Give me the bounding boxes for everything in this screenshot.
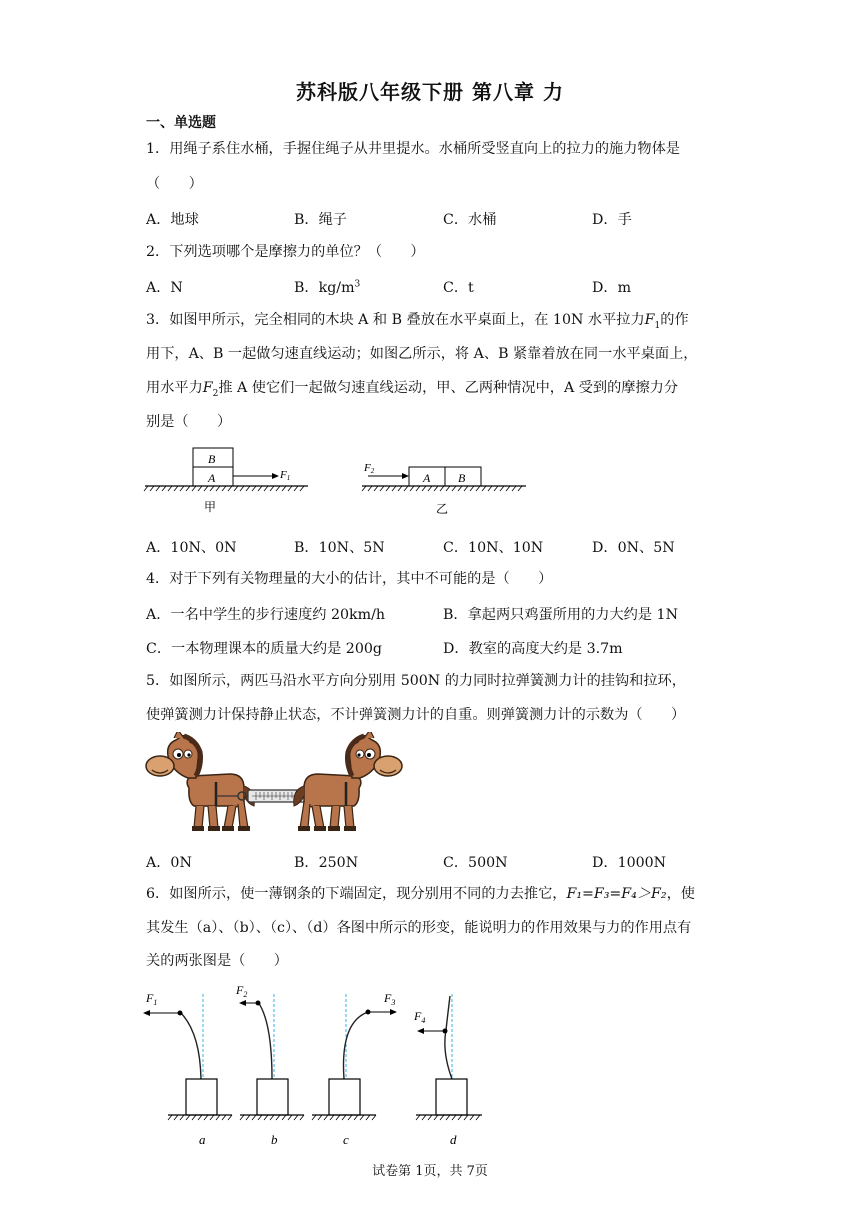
q3-stem-3b: 推 A 使它们一起做匀速直线运动，甲、乙两种情况中，A 受到的摩擦力分 — [218, 380, 679, 396]
q4-option-b: B．拿起两只鸡蛋所用的力大约是 1N — [443, 607, 679, 623]
right-horse — [294, 732, 402, 831]
q3-f1-sub: 1 — [654, 320, 661, 331]
label-f3: $F_3$ — [384, 991, 396, 1007]
fig-a — [143, 991, 232, 1147]
q3-f1: F — [644, 312, 655, 328]
q2-option-a: A．N — [146, 280, 183, 296]
caption-a: a — [199, 1132, 206, 1147]
section-heading: 一、单选题 — [146, 115, 216, 131]
caption-yi: 乙 — [436, 502, 449, 516]
label-f4: $F_4$ — [414, 1009, 426, 1025]
ground-yi-hatch — [362, 486, 522, 491]
fig-yi — [362, 462, 526, 516]
label-f1: $F_1$ — [146, 991, 158, 1007]
q3-option-d: D．0N、5N — [592, 540, 675, 556]
q3-stem-2: 用下，A、B 一起做匀速直线运动；如图乙所示，将 A、B 紧靠着放在同一水平桌面上， — [146, 346, 698, 362]
q5-horse-figure — [144, 732, 404, 838]
q5-option-c: C．500N — [443, 855, 508, 871]
q6-stem-1a: 6．如图所示，使一薄钢条的下端固定，现分别用不同的力去推它， — [146, 886, 567, 902]
q3-f2-sub: 2 — [212, 388, 219, 399]
caption-c: c — [343, 1132, 349, 1147]
fig-d — [413, 994, 482, 1147]
q1-stem-cont: （ ） — [146, 176, 203, 192]
q3-stem-4: 别是（ ） — [146, 414, 232, 430]
label-b2: B — [458, 471, 466, 485]
q3-f2: F — [202, 380, 213, 396]
q6-figure — [140, 982, 500, 1152]
q5-option-a: A．0N — [146, 855, 192, 871]
q3-stem-3a: 用水平力 — [146, 380, 203, 396]
q3-stem-1 — [146, 311, 689, 335]
q5-option-d: D．1000N — [592, 855, 667, 871]
q2-option-b-text: B．kg/m — [294, 280, 355, 296]
q2-option-c: C．t — [443, 280, 474, 296]
q1-option-a: A．地球 — [146, 212, 199, 228]
q6-stem-3: 关的两张图是（ ） — [146, 953, 288, 969]
q3-stem-3 — [146, 379, 678, 403]
left-horse — [146, 732, 254, 831]
q2-option-b-sup: 3 — [354, 279, 361, 290]
caption-b: b — [271, 1132, 278, 1147]
q3-option-a: A．10N、0N — [146, 540, 237, 556]
label-f1: F1 — [280, 469, 291, 482]
arrow-f1-head — [272, 473, 279, 479]
caption-jia: 甲 — [204, 500, 217, 514]
label-f2: F2 — [364, 462, 375, 475]
q2-stem: 2．下列选项哪个是摩擦力的单位？（ ） — [146, 244, 425, 260]
label-f2: $F_2$ — [236, 983, 248, 999]
q4-option-d: D．教室的高度大约是 3.7m — [443, 641, 623, 657]
label-b: B — [208, 452, 216, 466]
q5-option-b: B．250N — [294, 855, 359, 871]
q2-option-d: D．m — [592, 280, 632, 296]
q2-option-b — [294, 277, 360, 297]
q3-figure — [140, 440, 540, 520]
q1-option-d: D．手 — [592, 212, 632, 228]
q3-stem-1b: 的作 — [660, 312, 689, 328]
label-a2: A — [423, 471, 431, 485]
q1-option-b: B．绳子 — [294, 212, 347, 228]
q4-option-c: C．一本物理课本的质量大约是 200g — [146, 641, 382, 657]
q3-stem-1a: 3．如图甲所示，完全相同的木块 A 和 B 叠放在水平桌面上，在 10N 水平拉力 — [146, 312, 645, 328]
q4-option-a: A．一名中学生的步行速度约 20km/h — [146, 607, 386, 623]
fig-c — [312, 991, 397, 1147]
fig-b — [235, 983, 304, 1147]
q3-option-c: C．10N、10N — [443, 540, 544, 556]
q6-stem-1 — [146, 885, 695, 903]
q6-stem-2: 其发生（a）、（b）、（c）、（d）各图中所示的形变，能说明力的作用效果与力的作用点有 — [146, 920, 692, 936]
q1-stem: 1．用绳子系住水桶，手握住绳子从井里提水。水桶所受竖直向上的拉力的施力物体是 — [146, 141, 680, 157]
q6-stem-1b: ，使 — [666, 886, 695, 902]
caption-d: d — [450, 1132, 457, 1147]
ground-jia-hatch — [144, 486, 304, 491]
label-a: A — [208, 471, 216, 485]
arrow-f2-head — [402, 473, 409, 479]
q5-stem-2: 使弹簧测力计保持静止状态，不计弹簧测力计的自重。则弹簧测力计的示数为（ ） — [146, 707, 686, 723]
q6-formula: F₁=F₃=F₄＞F₂ — [566, 886, 667, 902]
page-footer: 试卷第 1页，共 7页 — [372, 1164, 488, 1179]
q1-option-c: C．水桶 — [443, 212, 497, 228]
q5-stem-1: 5．如图所示，两匹马沿水平方向分别用 500N 的力同时拉弹簧测力计的挂钩和拉环， — [146, 673, 686, 689]
page-title: 苏科版八年级下册 第八章 力 — [296, 80, 564, 104]
fig-jia — [144, 448, 308, 514]
q3-option-b: B．10N、5N — [294, 540, 385, 556]
q4-stem: 4．对于下列有关物理量的大小的估计，其中不可能的是（ ） — [146, 571, 553, 587]
